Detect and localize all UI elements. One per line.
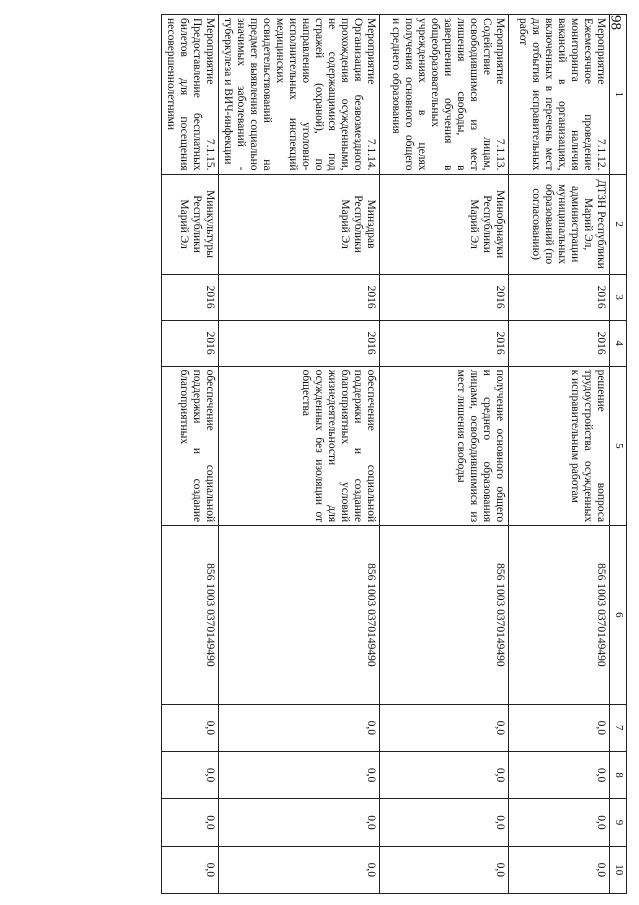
executor-cell: ДТЗН Республики Марий Эл, администрации муниципальных образований (по согласованию) xyxy=(509,174,610,274)
value-cell-9: 0,0 xyxy=(380,799,509,846)
value-cell-7: 0,0 xyxy=(162,704,219,751)
value-cell-8: 0,0 xyxy=(219,751,380,798)
budget-code-cell: 856 1003 0370149490 xyxy=(162,526,219,705)
page-number: 98 xyxy=(607,15,624,30)
value-cell-8: 0,0 xyxy=(380,751,509,798)
result-cell: решение вопроса трудоустройства осужденных к исправительным работам xyxy=(509,366,610,526)
executor-cell: Минобрнауки Республики Марий Эл xyxy=(380,174,509,274)
value-cell-9: 0,0 xyxy=(219,799,380,846)
column-header-8: 8 xyxy=(610,751,627,798)
result-cell: обеспечение социальной поддержки и создание благоприятных условий жизнедеятельности для осужденных без изоляции от общества xyxy=(219,366,380,526)
budget-code-cell: 856 1003 0370149490 xyxy=(509,526,610,705)
value-cell-10: 0,0 xyxy=(162,846,219,893)
value-cell-7: 0,0 xyxy=(509,704,610,751)
budget-code-cell: 856 1003 0370149490 xyxy=(380,526,509,705)
value-cell-7: 0,0 xyxy=(380,704,509,751)
rotated-table-container xyxy=(127,14,627,894)
column-header-10: 10 xyxy=(610,846,627,893)
value-cell-10: 0,0 xyxy=(219,846,380,893)
budget-code-cell: 856 1003 0370149490 xyxy=(219,526,380,705)
end-year-cell: 2016 xyxy=(509,320,610,366)
value-cell-7: 0,0 xyxy=(219,704,380,751)
column-header-4: 4 xyxy=(610,320,627,366)
end-year-cell: 2016 xyxy=(380,320,509,366)
result-cell: обеспечение социальной поддержки и создание благоприятных xyxy=(162,366,219,526)
column-header-6: 6 xyxy=(610,526,627,705)
column-header-9: 9 xyxy=(610,799,627,846)
activity-cell: Мероприятие 7.1.14. Организация безвозмездного прохождения осужденными, не содержащимися под стражей (охраной), по направлению уголовно-исполнительных инспекций медицинских освидетельствований на предмет выявления социально значимых заболеваний - туберкулеза и ВИЧ-инфекции xyxy=(219,15,380,175)
program-activities-table xyxy=(161,14,627,894)
start-year-cell: 2016 xyxy=(162,274,219,320)
executor-cell: Минкультуры Республики Марий Эл xyxy=(162,174,219,274)
table-header-row xyxy=(610,15,627,894)
result-cell: получение основного общего и среднего образования лицами, освободившимися из мест лишения свободы xyxy=(380,366,509,526)
activity-cell: Мероприятие 7.1.12. Ежемесячное проведение мониторинга наличия вакансий в организациях, включенных в перечень мест для отбытия исправительных работ xyxy=(509,15,610,175)
table-row xyxy=(219,15,380,894)
value-cell-8: 0,0 xyxy=(162,751,219,798)
value-cell-8: 0,0 xyxy=(509,751,610,798)
activity-cell: Мероприятие 7.1.15. Предоставление бесплатных билетов для посещения несовершеннолетними xyxy=(162,15,219,175)
value-cell-10: 0,0 xyxy=(380,846,509,893)
value-cell-10: 0,0 xyxy=(509,846,610,893)
column-header-7: 7 xyxy=(610,704,627,751)
column-header-3: 3 xyxy=(610,274,627,320)
table-row xyxy=(380,15,509,894)
end-year-cell: 2016 xyxy=(162,320,219,366)
column-header-2: 2 xyxy=(610,174,627,274)
end-year-cell: 2016 xyxy=(219,320,380,366)
table-row xyxy=(162,15,219,894)
start-year-cell: 2016 xyxy=(219,274,380,320)
column-header-5: 5 xyxy=(610,366,627,526)
value-cell-9: 0,0 xyxy=(162,799,219,846)
start-year-cell: 2016 xyxy=(509,274,610,320)
start-year-cell: 2016 xyxy=(380,274,509,320)
column-header-1: 1 xyxy=(610,15,627,175)
activity-cell: Мероприятие 7.1.13. Содействие лицам, освободившимся из мест лишения свободы, в завершении обучения в общеобразовательных учреждениях в целях получения основного общего и среднего образования xyxy=(380,15,509,175)
executor-cell: Минздрав Республики Марий Эл xyxy=(219,174,380,274)
table-row xyxy=(509,15,610,894)
value-cell-9: 0,0 xyxy=(509,799,610,846)
